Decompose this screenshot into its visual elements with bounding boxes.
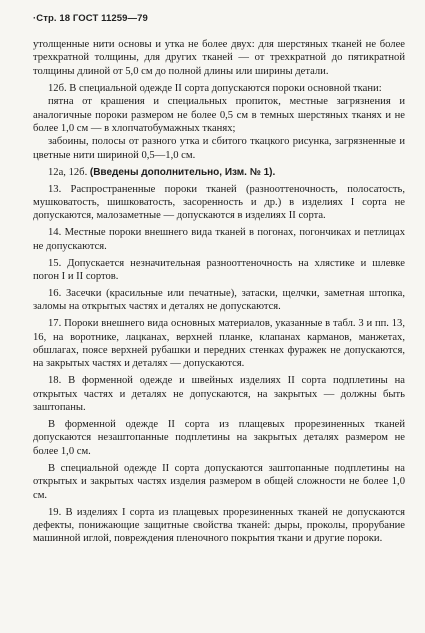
paragraph-1: утолщенные нити основы и утка не более двух: для шерстяных тканей не более трехкратной толщины, для других тканей — от трехкратной до пятикратной толщины длиной от 5,0 см до полной длины или ширины детали. xyxy=(33,39,405,77)
paragraph-12b-stains: пятна от крашения и специальных пропиток, местные загрязнения и аналогичные пороки размером не более 0,5 см в темных шерстяных тканях и не более 1,0 см — в хлопчатобумажных тканях; xyxy=(33,96,405,134)
paragraph-15: 15. Допускается незначительная разнооттеночность на хлястике и шлевке погон I и II сортов. xyxy=(33,257,405,282)
paragraph-18-special: В специальной одежде II сорта допускаются заштопанные подплетины на открытых и закрытых частях изделия размером в общей сложности не более 1,0 см. xyxy=(33,462,405,501)
paragraph-19: 19. В изделиях I сорта из плащевых прорезиненных тканей не допускаются дефекты, понижающие защитные свойства тканей: дыры, проколы, прорубание машинной иглой, повреждения пленочного покрытия ткани и другие пороки. xyxy=(33,506,405,545)
paragraph-12b: 12б. В специальной одежде II сорта допускаются пороки основной ткани: xyxy=(48,82,382,94)
paragraph-12b-weave: забоины, полосы от разного утка и сбитого ткацкого рисунка, загрязненные и цветные нити шириной 0,5—1,0 см. xyxy=(33,136,405,161)
amendment-prefix: 12а, 12б. xyxy=(48,166,90,178)
paragraph-amendment-note xyxy=(33,166,405,179)
paragraph-13: 13. Распространенные пороки тканей (разнооттеночность, полосатость, мушковатость, шишковатость, засоренность и др.) в изделиях I сорта не допускаются, малозаметные — допускаются в изделиях II сорта. xyxy=(33,183,405,222)
paragraph-14: 14. Местные пороки внешнего вида тканей в погонах, погончиках и петлицах не допускаются. xyxy=(33,227,405,252)
paragraph-18-uniform: В форменной одежде II сорта из плащевых прорезиненных тканей допускаются незаштопанные подплетины на закрытых деталях размером не более 1,0 см. xyxy=(33,419,405,457)
page-header: ·Стр. 18 ГОСТ 11259—79 xyxy=(33,13,148,24)
paragraph-16: 16. Засечки (красильные или печатные), затаски, щелчки, заметная штопка, заломы на открытых частях и деталях не допускаются. xyxy=(33,287,405,313)
paragraph-17: 17. Пороки внешнего вида основных материалов, указанные в табл. 3 и пп. 13, 16, на воротнике, лацканах, верхней планке, клапанах карманов, манжетах, обшлагах, поясе верхней рубашки и передних стенках фуражек не допускаются, на закрытых частях и деталях — допускаются. xyxy=(33,318,405,370)
paragraph-18: 18. В форменной одежде и швейных изделиях II сорта подплетины на открытых частях и деталях не допускаются, на закрытых — должны быть заштопаны. xyxy=(33,375,405,414)
amendment-note: (Введены дополнительно, Изм. № 1). xyxy=(89,166,276,178)
